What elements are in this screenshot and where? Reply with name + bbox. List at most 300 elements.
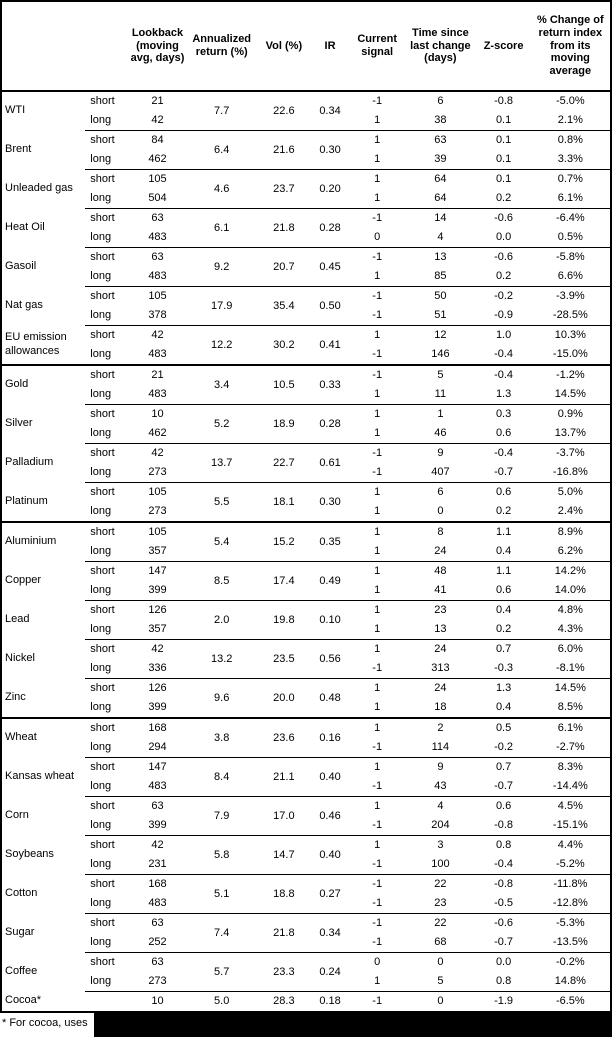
table-row bbox=[1, 679, 611, 699]
leg-label: short bbox=[85, 758, 129, 778]
pct-change-value: 6.6% bbox=[557, 270, 583, 282]
leg-label: long bbox=[90, 936, 112, 948]
days-since-change-value: 39 bbox=[434, 153, 447, 165]
table-row bbox=[1, 562, 611, 582]
lookback-value: 84 bbox=[129, 131, 185, 151]
vol-value: 23.6 bbox=[258, 718, 310, 758]
signal-value: 1 bbox=[374, 388, 381, 400]
signal-value: 1 bbox=[374, 545, 381, 557]
lookback-value: 105 bbox=[129, 287, 185, 307]
ir-value: 0.50 bbox=[310, 287, 350, 326]
signal-value: -1 bbox=[350, 287, 404, 307]
signal-value: -1 bbox=[372, 741, 383, 753]
table-row bbox=[1, 248, 611, 268]
annualized-return-value: 5.8 bbox=[186, 836, 258, 875]
pct-change-value: -8.1% bbox=[555, 662, 585, 674]
days-since-change-value: 6 bbox=[437, 95, 444, 107]
pct-change-value: -16.8% bbox=[552, 466, 588, 478]
signal-value: 0 bbox=[350, 953, 404, 973]
signal-value: 1 bbox=[350, 640, 404, 660]
leg-label: long bbox=[90, 192, 112, 204]
ir-value: 0.40 bbox=[310, 758, 350, 797]
signal-value: 1 bbox=[350, 326, 404, 346]
annualized-return-value: 8.5 bbox=[186, 562, 258, 601]
ir-value: 0.27 bbox=[310, 875, 350, 914]
commodity-name: Brent bbox=[5, 143, 32, 156]
lookback-value: 252 bbox=[148, 936, 167, 948]
pct-change-value: -13.5% bbox=[552, 936, 588, 948]
table-row bbox=[1, 170, 611, 190]
days-since-change-value: 204 bbox=[431, 819, 450, 831]
leg-label: long bbox=[90, 545, 112, 557]
commodity-name: Lead bbox=[5, 613, 30, 626]
leg-label: short bbox=[85, 326, 129, 346]
commodity-name: Gold bbox=[1, 365, 85, 405]
signal-value: 1 bbox=[350, 131, 404, 151]
ir-value: 0.16 bbox=[310, 718, 350, 758]
table-row bbox=[1, 797, 611, 817]
annualized-return-value: 5.0 bbox=[186, 992, 258, 1013]
zscore-value: 1.3 bbox=[477, 679, 531, 699]
pct-change-value: 2.1% bbox=[557, 114, 583, 126]
signal-value: -1 bbox=[372, 466, 383, 478]
table-row bbox=[1, 287, 611, 307]
ir-value: 0.30 bbox=[310, 131, 350, 170]
days-since-change-value: 8 bbox=[404, 522, 476, 542]
vol-value: 21.8 bbox=[258, 209, 310, 248]
days-since-change-value: 0 bbox=[404, 953, 476, 973]
signal-value: 1 bbox=[374, 505, 381, 517]
commodity-name: Silver bbox=[5, 417, 33, 430]
days-since-change-value: 14 bbox=[404, 209, 476, 229]
signal-value: 1 bbox=[350, 718, 404, 738]
lookback-value: 483 bbox=[148, 780, 167, 792]
commodity-name: Soybeans bbox=[5, 848, 54, 861]
header-current-signal: Current signal bbox=[350, 1, 404, 91]
table-row bbox=[1, 91, 611, 111]
commodity-name: Nickel bbox=[5, 652, 35, 665]
annualized-return-value: 7.9 bbox=[186, 797, 258, 836]
lookback-value: 483 bbox=[148, 897, 167, 909]
commodity-name: Cotton bbox=[5, 887, 38, 900]
annualized-return-value: 2.0 bbox=[186, 601, 258, 640]
zscore-value: -0.8 bbox=[494, 819, 514, 831]
zscore-value: -0.4 bbox=[477, 444, 531, 464]
signal-value: 1 bbox=[350, 483, 404, 503]
signal-value: -1 bbox=[372, 858, 383, 870]
ir-value: 0.45 bbox=[310, 248, 350, 287]
pct-change-value: 4.8% bbox=[531, 601, 611, 621]
days-since-change-value: 51 bbox=[434, 309, 447, 321]
signal-value: -1 bbox=[350, 209, 404, 229]
leg-label: short bbox=[90, 95, 115, 107]
table-row bbox=[1, 640, 611, 660]
table-row bbox=[1, 131, 611, 151]
annualized-return-value: 13.7 bbox=[186, 444, 258, 483]
table-row bbox=[1, 875, 611, 895]
signal-value: -1 bbox=[372, 819, 383, 831]
days-since-change-value: 23 bbox=[404, 601, 476, 621]
zscore-value: -1.9 bbox=[477, 992, 531, 1013]
lookback-value: 483 bbox=[148, 348, 167, 360]
signal-value: -1 bbox=[372, 897, 383, 909]
leg-label: long bbox=[90, 466, 112, 478]
days-since-change-value: 3 bbox=[404, 836, 476, 856]
signal-value: 1 bbox=[374, 153, 381, 165]
table-row bbox=[1, 836, 611, 856]
pct-change-value: -11.8% bbox=[531, 875, 611, 895]
days-since-change-value: 6 bbox=[404, 483, 476, 503]
zscore-value: 0.2 bbox=[495, 192, 512, 204]
zscore-value: -0.7 bbox=[494, 466, 514, 478]
vol-value: 18.9 bbox=[258, 405, 310, 444]
days-since-change-value: 0 bbox=[437, 505, 444, 517]
lookback-value: 168 bbox=[129, 875, 185, 895]
table-row bbox=[1, 992, 611, 1013]
lookback-value: 483 bbox=[148, 388, 167, 400]
annualized-return-value: 5.4 bbox=[186, 522, 258, 562]
days-since-change-value: 114 bbox=[431, 741, 450, 753]
lookback-value: 10 bbox=[129, 992, 185, 1013]
vol-value: 21.6 bbox=[258, 131, 310, 170]
annualized-return-value: 5.5 bbox=[186, 483, 258, 523]
table-row bbox=[1, 953, 611, 973]
lookback-value: 273 bbox=[148, 975, 167, 987]
signal-value: 1 bbox=[350, 601, 404, 621]
leg-label: short bbox=[85, 170, 129, 190]
pct-change-value: 14.8% bbox=[554, 975, 586, 987]
annualized-return-value: 12.2 bbox=[186, 326, 258, 366]
signal-value: 1 bbox=[374, 623, 381, 635]
annualized-return-value: 5.2 bbox=[186, 405, 258, 444]
ir-value: 0.10 bbox=[310, 601, 350, 640]
vol-value: 22.6 bbox=[273, 104, 295, 117]
leg-label: short bbox=[85, 562, 129, 582]
pct-change-value: -5.3% bbox=[531, 914, 611, 934]
signal-value: 1 bbox=[350, 758, 404, 778]
pct-change-value: -5.2% bbox=[555, 858, 585, 870]
ir-value: 0.28 bbox=[310, 405, 350, 444]
pct-change-value: -2.7% bbox=[555, 741, 585, 753]
days-since-change-value: 100 bbox=[431, 858, 450, 870]
pct-change-value: 6.1% bbox=[531, 718, 611, 738]
signal-value: -1 bbox=[350, 248, 404, 268]
zscore-value: -0.4 bbox=[494, 858, 514, 870]
header-lookback: Lookback (moving avg, days) bbox=[129, 1, 185, 91]
commodity-name: Gasoil bbox=[5, 260, 37, 273]
leg-label: long bbox=[90, 114, 112, 126]
leg-label: short bbox=[85, 914, 129, 934]
header-annualized-return: Annualized return (%) bbox=[186, 1, 258, 91]
signal-value: -1 bbox=[350, 914, 404, 934]
pct-change-value: 5.0% bbox=[531, 483, 611, 503]
leg-label: short bbox=[85, 209, 129, 229]
leg-label: long bbox=[90, 348, 112, 360]
signal-value: 0 bbox=[374, 231, 381, 243]
lookback-value: 399 bbox=[148, 584, 167, 596]
signal-value: 1 bbox=[374, 192, 381, 204]
days-since-change-value: 0 bbox=[404, 992, 476, 1013]
signal-value: -1 bbox=[372, 348, 383, 360]
ir-value: 0.18 bbox=[310, 992, 350, 1013]
table-row bbox=[1, 326, 611, 346]
leg-label: long bbox=[90, 897, 112, 909]
commodity-name: Palladium bbox=[5, 456, 54, 469]
signal-value: -1 bbox=[372, 780, 383, 792]
zscore-value: 0.2 bbox=[495, 505, 512, 517]
commodity-name: Zinc bbox=[5, 690, 26, 703]
pct-change-value: -6.4% bbox=[531, 209, 611, 229]
leg-label: short bbox=[85, 248, 129, 268]
lookback-value: 105 bbox=[129, 522, 185, 542]
pct-change-value: -12.8% bbox=[552, 897, 588, 909]
leg-label: short bbox=[85, 953, 129, 973]
vol-value: 10.5 bbox=[258, 365, 310, 405]
leg-label: long bbox=[90, 623, 112, 635]
lookback-value: 462 bbox=[148, 153, 167, 165]
lookback-value: 462 bbox=[148, 427, 167, 439]
table-row bbox=[1, 914, 611, 934]
zscore-value: -0.3 bbox=[494, 662, 514, 674]
days-since-change-value: 407 bbox=[431, 466, 450, 478]
zscore-value: 0.1 bbox=[495, 153, 512, 165]
zscore-value: 0.4 bbox=[495, 545, 512, 557]
days-since-change-value: 85 bbox=[434, 270, 447, 282]
ir-value: 0.61 bbox=[310, 444, 350, 483]
leg-label: long bbox=[90, 270, 112, 282]
commodity-name: Heat Oil bbox=[5, 221, 45, 234]
pct-change-value: -6.5% bbox=[531, 992, 611, 1013]
lookback-value: 21 bbox=[129, 365, 185, 385]
commodity-name: Kansas wheat bbox=[5, 770, 75, 783]
vol-value: 21.1 bbox=[258, 758, 310, 797]
pct-change-value: 14.0% bbox=[554, 584, 586, 596]
lookback-value: 42 bbox=[151, 114, 164, 126]
days-since-change-value: 24 bbox=[404, 640, 476, 660]
pct-change-value: 0.7% bbox=[531, 170, 611, 190]
header-zscore: Z-score bbox=[477, 1, 531, 91]
signal-value: 1 bbox=[350, 405, 404, 425]
leg-label: long bbox=[90, 153, 112, 165]
zscore-value: 0.5 bbox=[477, 718, 531, 738]
leg-label: long bbox=[90, 858, 112, 870]
lookback-value: 357 bbox=[148, 545, 167, 557]
days-since-change-value: 23 bbox=[434, 897, 447, 909]
leg-label: short bbox=[85, 131, 129, 151]
signal-value: 1 bbox=[374, 270, 381, 282]
leg-label: long bbox=[90, 701, 112, 713]
annualized-return-value: 7.4 bbox=[186, 914, 258, 953]
commodity-name: Nat gas bbox=[5, 299, 43, 312]
annualized-return-value: 7.7 bbox=[214, 104, 230, 117]
lookback-value: 42 bbox=[129, 444, 185, 464]
pct-change-value: 6.1% bbox=[557, 192, 583, 204]
days-since-change-value: 11 bbox=[434, 388, 447, 400]
signal-value: 1 bbox=[350, 836, 404, 856]
footnote-text: * For cocoa, uses bbox=[2, 1017, 88, 1029]
pct-change-value: 8.9% bbox=[531, 522, 611, 542]
vol-value: 21.8 bbox=[258, 914, 310, 953]
zscore-value: 0.6 bbox=[477, 797, 531, 817]
pct-change-value: 4.3% bbox=[557, 623, 583, 635]
zscore-value: -0.6 bbox=[477, 209, 531, 229]
pct-change-value: 2.4% bbox=[557, 505, 583, 517]
commodity-name: Coffee bbox=[5, 965, 38, 978]
pct-change-value: -0.2% bbox=[531, 953, 611, 973]
days-since-change-value: 5 bbox=[437, 975, 444, 987]
annualized-return-value: 17.9 bbox=[186, 287, 258, 326]
pct-change-value: -5.8% bbox=[531, 248, 611, 268]
zscore-value: 1.3 bbox=[495, 388, 512, 400]
lookback-value: 105 bbox=[129, 483, 185, 503]
footnote bbox=[0, 1013, 94, 1037]
lookback-value: 357 bbox=[148, 623, 167, 635]
table-row bbox=[1, 718, 611, 738]
leg-label: short bbox=[85, 522, 129, 542]
zscore-value: -0.9 bbox=[494, 309, 514, 321]
lookback-value: 483 bbox=[148, 270, 167, 282]
lookback-value: 147 bbox=[129, 758, 185, 778]
pct-change-value: 4.4% bbox=[531, 836, 611, 856]
leg-label: short bbox=[85, 875, 129, 895]
commodity-name: Copper bbox=[5, 574, 42, 587]
lookback-value: 231 bbox=[148, 858, 167, 870]
ir-value: 0.20 bbox=[310, 170, 350, 209]
zscore-value: 0.1 bbox=[477, 170, 531, 190]
lookback-value: 336 bbox=[148, 662, 167, 674]
zscore-value: 0.2 bbox=[495, 623, 512, 635]
lookback-value: 63 bbox=[129, 209, 185, 229]
days-since-change-value: 13 bbox=[404, 248, 476, 268]
header-pct-change: % Change of return index from its moving average bbox=[531, 1, 611, 91]
pct-change-value: -15.1% bbox=[552, 819, 588, 831]
zscore-value: 0.4 bbox=[477, 601, 531, 621]
signal-value: 1 bbox=[374, 701, 381, 713]
days-since-change-value: 1 bbox=[404, 405, 476, 425]
zscore-value: 1.0 bbox=[477, 326, 531, 346]
pct-change-value: -1.2% bbox=[531, 365, 611, 385]
lookback-value: 147 bbox=[129, 562, 185, 582]
vol-value: 28.3 bbox=[258, 992, 310, 1013]
lookback-value: 63 bbox=[129, 914, 185, 934]
signal-value: -1 bbox=[372, 662, 383, 674]
leg-label: short bbox=[85, 287, 129, 307]
zscore-value: -0.8 bbox=[494, 95, 514, 107]
table-row bbox=[1, 209, 611, 229]
header-ir: IR bbox=[310, 1, 350, 91]
vol-value: 18.1 bbox=[258, 483, 310, 523]
signal-value: 1 bbox=[374, 975, 381, 987]
vol-value: 20.7 bbox=[258, 248, 310, 287]
leg-label bbox=[85, 992, 129, 1013]
zscore-value: 0.8 bbox=[495, 975, 512, 987]
pct-change-value: -28.5% bbox=[552, 309, 588, 321]
ir-value: 0.56 bbox=[310, 640, 350, 679]
lookback-value: 126 bbox=[129, 601, 185, 621]
zscore-value: 0.6 bbox=[495, 584, 512, 596]
days-since-change-value: 4 bbox=[437, 231, 444, 243]
vol-value: 22.7 bbox=[258, 444, 310, 483]
table-header bbox=[1, 1, 611, 91]
days-since-change-value: 12 bbox=[404, 326, 476, 346]
pct-change-value: 6.2% bbox=[557, 545, 583, 557]
zscore-value: -0.6 bbox=[477, 248, 531, 268]
days-since-change-value: 22 bbox=[404, 875, 476, 895]
leg-label: long bbox=[90, 741, 112, 753]
table-row bbox=[1, 758, 611, 778]
lookback-value: 63 bbox=[129, 797, 185, 817]
zscore-value: 0.8 bbox=[477, 836, 531, 856]
signal-value: -1 bbox=[350, 875, 404, 895]
vol-value: 23.5 bbox=[258, 640, 310, 679]
zscore-value: 1.1 bbox=[477, 562, 531, 582]
annualized-return-value: 6.1 bbox=[186, 209, 258, 248]
pct-change-value: 13.7% bbox=[554, 427, 586, 439]
header-vol: Vol (%) bbox=[258, 1, 310, 91]
leg-label: long bbox=[90, 975, 112, 987]
zscore-value: 0.0 bbox=[495, 231, 512, 243]
table-row bbox=[1, 522, 611, 542]
leg-label: long bbox=[90, 584, 112, 596]
pct-change-value: 8.3% bbox=[531, 758, 611, 778]
annualized-return-value: 3.8 bbox=[186, 718, 258, 758]
days-since-change-value: 38 bbox=[434, 114, 447, 126]
days-since-change-value: 46 bbox=[434, 427, 447, 439]
vol-value: 17.4 bbox=[258, 562, 310, 601]
zscore-value: -0.6 bbox=[477, 914, 531, 934]
lookback-value: 399 bbox=[148, 701, 167, 713]
vol-value: 14.7 bbox=[258, 836, 310, 875]
ir-value: 0.41 bbox=[310, 326, 350, 366]
table-row bbox=[1, 405, 611, 425]
lookback-value: 378 bbox=[148, 309, 167, 321]
days-since-change-value: 24 bbox=[434, 545, 447, 557]
header-leg bbox=[85, 1, 129, 91]
commodity-name: Wheat bbox=[1, 718, 85, 758]
lookback-value: 483 bbox=[148, 231, 167, 243]
annualized-return-value: 9.2 bbox=[186, 248, 258, 287]
days-since-change-value: 63 bbox=[404, 131, 476, 151]
footnote-strip bbox=[0, 1013, 612, 1037]
pct-change-value: 0.9% bbox=[531, 405, 611, 425]
days-since-change-value: 5 bbox=[404, 365, 476, 385]
days-since-change-value: 2 bbox=[404, 718, 476, 738]
lookback-value: 105 bbox=[129, 170, 185, 190]
lookback-value: 63 bbox=[129, 248, 185, 268]
annualized-return-value: 4.6 bbox=[186, 170, 258, 209]
vol-value: 20.0 bbox=[258, 679, 310, 719]
vol-value: 15.2 bbox=[258, 522, 310, 562]
zscore-value: -0.4 bbox=[477, 365, 531, 385]
leg-label: long bbox=[90, 662, 112, 674]
ir-value: 0.40 bbox=[310, 836, 350, 875]
commodity-name: EU emission allowances bbox=[5, 331, 67, 357]
ir-value: 0.48 bbox=[310, 679, 350, 719]
leg-label: short bbox=[85, 483, 129, 503]
signal-value: 1 bbox=[350, 797, 404, 817]
pct-change-value: 8.5% bbox=[557, 701, 583, 713]
pct-change-value: 6.0% bbox=[531, 640, 611, 660]
commodity-name: Corn bbox=[5, 809, 29, 822]
vol-value: 23.7 bbox=[258, 170, 310, 209]
annualized-return-value: 8.4 bbox=[186, 758, 258, 797]
lookback-value: 399 bbox=[148, 819, 167, 831]
days-since-change-value: 43 bbox=[434, 780, 447, 792]
footer-redaction-bar bbox=[94, 1013, 612, 1037]
pct-change-value: 10.3% bbox=[531, 326, 611, 346]
pct-change-value: -15.0% bbox=[552, 348, 588, 360]
days-since-change-value: 313 bbox=[431, 662, 450, 674]
